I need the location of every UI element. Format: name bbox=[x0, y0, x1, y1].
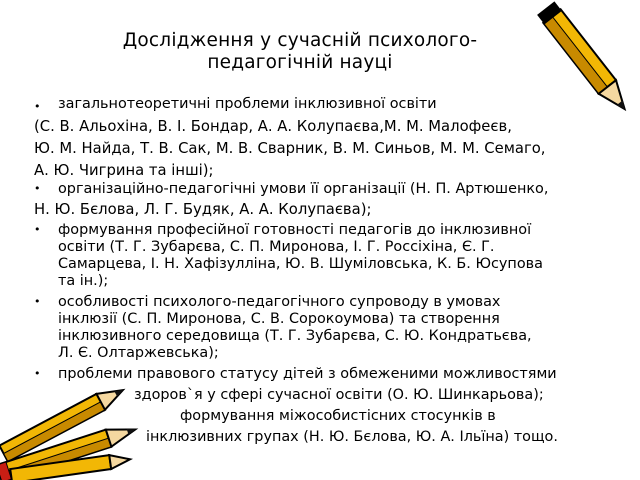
slide-title-line-2: педагогічній науці bbox=[207, 52, 393, 73]
list-item-text: Самарцева, І. Н. Хафізулліна, Ю. В. Шуміловська, К. Б. Юсупова bbox=[58, 256, 543, 272]
pencil-icon-top-right bbox=[530, 0, 640, 120]
list-item-text: інклюзії (С. П. Миронова, С. В. Сорокоумова) та створення bbox=[58, 311, 500, 327]
list-item-text: Н. Ю. Бєлова, Л. Г. Будяк, А. А. Колупаєва); bbox=[34, 201, 372, 218]
bullet-marker: • bbox=[34, 295, 41, 308]
slide-title-line-1: Дослідження у сучасній психолого- bbox=[122, 30, 478, 51]
list-item-text: формування професійної готовності педагогів до інклюзивної bbox=[58, 222, 532, 238]
list-item-text: здоров`я у сфері сучасної освіти (О. Ю. Шинкарьова); bbox=[134, 387, 544, 403]
list-item-text: та ін.); bbox=[58, 273, 109, 289]
list-item-text: А. Ю. Чигрина та інші); bbox=[34, 162, 214, 179]
list-item-text: формування міжособистісних стосунків в bbox=[180, 408, 496, 424]
list-item-text: проблеми правового статусу дітей з обмеженими можливостями bbox=[58, 366, 557, 382]
list-item-text: загальнотеоретичні проблеми інклюзивної освіти bbox=[58, 96, 437, 112]
list-item-text: (С. В. Альохіна, В. І. Бондар, А. А. Колупаєва,М. М. Малофеєв, bbox=[34, 118, 512, 135]
bullet-marker: • bbox=[34, 223, 41, 236]
list-item-text: освіти (Т. Г. Зубарєва, С. П. Миронова, І. Г. Россіхіна, Є. Г. bbox=[58, 239, 495, 255]
list-item-text: Ю. М. Найда, Т. В. Сак, М. В. Сварник, В. М. Синьов, М. М. Семаго, bbox=[34, 140, 546, 157]
pencils-icon-bottom-left bbox=[0, 368, 150, 480]
list-item-text: інклюзивного середовища (Т. Г. Зубарєва, С. Ю. Кондратьєва, bbox=[58, 328, 532, 344]
list-item-text: інклюзивних групах (Н. Ю. Бєлова, Ю. А. Ільїна) тощо. bbox=[146, 429, 558, 445]
list-item-text: Л. Є. Олтаржевська); bbox=[58, 345, 219, 361]
bullet-marker: • bbox=[34, 182, 41, 195]
bullet-marker: • bbox=[34, 100, 41, 113]
list-item-text: організаційно-педагогічні умови її організації (Н. П. Артюшенко, bbox=[58, 181, 549, 197]
list-item-text: особливості психолого-педагогічного супроводу в умовах bbox=[58, 294, 501, 310]
bullet-marker: • bbox=[34, 367, 41, 380]
